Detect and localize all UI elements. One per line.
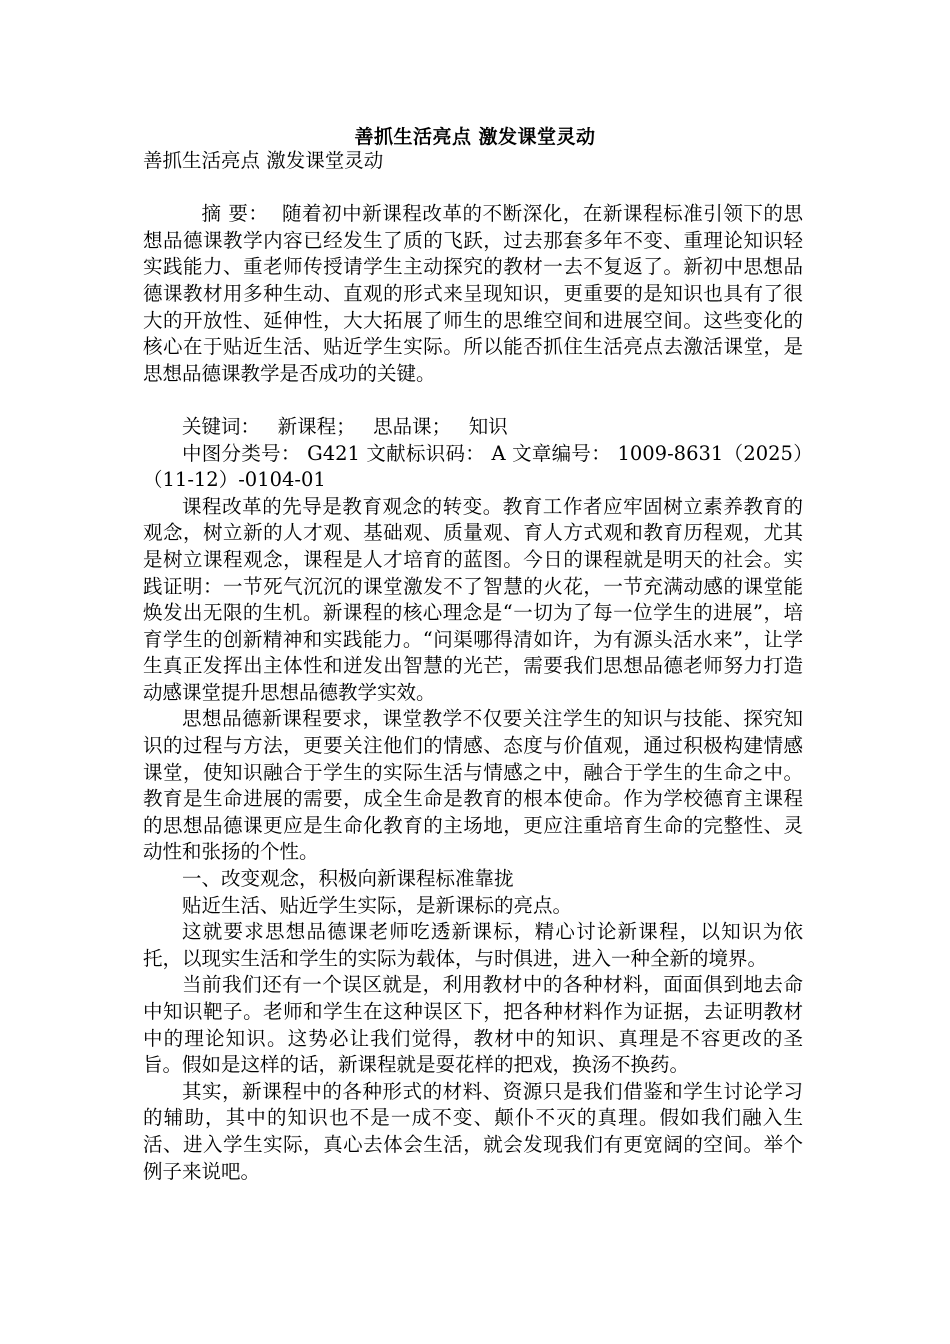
keyword-item: 知识 — [468, 414, 508, 438]
spacer — [143, 387, 803, 414]
document-subtitle: 善抓生活亮点 激发课堂灵动 — [143, 149, 384, 172]
keywords-line — [143, 414, 803, 441]
keywords-label: 关键词： — [182, 414, 261, 438]
abstract-label: 摘 要： — [201, 202, 269, 226]
keyword-item: 新课程； — [277, 414, 356, 438]
body-paragraph: 贴近生活、贴近学生实际，是新课标的亮点。 — [182, 893, 573, 917]
classification-line: 中图分类号： G421 文献标识码： A 文章编号： 1009-8631（2025）（11-12）-0104-01 — [143, 441, 803, 492]
body-paragraph: 课程改革的先导是教育观念的转变。教育工作者应牢固树立素养教育的观念，树立新的人才观、基础观、质量观、育人方式观和教育历程观，尤其是树立课程观念，课程是人才培育的蓝图。今日的课程就是明天的社会。实践证明：一节死气沉沉的课堂激发不了智慧的火花，一节充满动感的课堂能焕发出无限的生机。新课程的核心理念是“一切为了每一位学生的进展”，培育学生的创新精神和实践能力。“问渠哪得清如许，为有源头活水来”，让学生真正发挥出主体性和迸发出智慧的光芒，需要我们思想品德老师努力打造动感课堂提升思想品德教学实效。 — [143, 494, 803, 704]
body-paragraph: 这就要求思想品德课老师吃透新课标，精心讨论新课程，以知识为依托，以现实生活和学生的实际为载体，与时俱进，进入一种全新的境界。 — [143, 920, 803, 970]
body-paragraph: 思想品德新课程要求，课堂教学不仅要关注学生的知识与技能、探究知识的过程与方法，更要关注他们的情感、态度与价值观，通过积极构建情感课堂，使知识融合于学生的实际生活与情感之中，融合于学生的生命之中。教育是生命进展的需要，成全生命是教育的根本使命。作为学校德育主课程的思想品德课更应是生命化教育的主场地，更应注重培育生命的完整性、灵动性和张扬的个性。 — [143, 707, 803, 864]
document-title: 善抓生活亮点 激发课堂灵动 — [354, 126, 596, 148]
body-paragraph: 其实，新课程中的各种形式的材料、资源只是我们借鉴和学生讨论学习的辅助，其中的知识也不是一成不变、颠仆不灭的真理。假如我们融入生活、进入学生实际，真心去体会生活，就会发现我们有更宽阔的空间。举个例子来说吧。 — [143, 1079, 803, 1183]
spacer — [143, 175, 803, 202]
body-paragraph: 当前我们还有一个误区就是，利用教材中的各种材料，面面俱到地去命中知识靶子。老师和学生在这种误区下，把各种材料作为证据，去证明教材中的理论知识。这势必让我们觉得，教材中的知识、真理是不容更改的圣旨。假如是这样的话，新课程就是耍花样的把戏，换汤不换药。 — [143, 973, 803, 1077]
document-body — [143, 148, 803, 1185]
abstract-text: 随着初中新课程改革的不断深化，在新课程标准引领下的思想品德课教学内容已经发生了质的飞跃，过去那套多年不变、重理论知识轻实践能力、重老师传授请学生主动探究的教材一去不复返了。新初中思想品德课教材用多种生动、直观的形式来呈现知识，更重要的是知识也具有了很大的开放性、延伸性，大大拓展了师生的思维空间和进展空间。这些变化的核心在于贴近生活、贴近学生实际。所以能否抓住生活亮点去激活课堂，是思想品德课教学是否成功的关键。 — [143, 202, 803, 385]
section-heading: 一、改变观念，积极向新课程标准靠拢 — [182, 867, 514, 891]
keyword-item: 思品课； — [373, 414, 452, 438]
abstract — [143, 201, 803, 387]
